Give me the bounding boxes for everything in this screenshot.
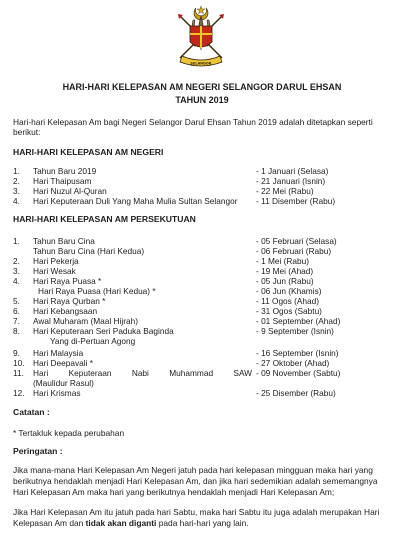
- holiday-name: Awal Muharam (Maal Hijrah): [33, 316, 138, 326]
- holiday-name: Hari Keputeraan Duli Yang Maha Mulia Sultan Selangor: [33, 196, 238, 206]
- item-number: 3.: [13, 186, 20, 196]
- holiday-name-line2: Yang di-Pertuan Agong: [50, 336, 136, 346]
- holiday-date: - 05 Jun (Rabu): [256, 276, 314, 286]
- holiday-name: Hari Pekerja: [33, 256, 79, 266]
- holiday-date: - 1 Januari (Selasa): [256, 166, 329, 176]
- holiday-date: - 09 November (Sabtu): [256, 368, 341, 378]
- item-number: 6.: [13, 306, 20, 316]
- item-number: 8.: [13, 326, 20, 336]
- intro-text-line1: Hari-hari Kelepasan Am bagi Negeri Selangor Darul Ehsan Tahun 2019 adalah ditetapkan seperti: [13, 117, 373, 127]
- item-number: 1.: [13, 166, 20, 176]
- paragraph2-text-a: Kelepasan Am dan: [13, 518, 84, 528]
- holiday-name: Tahun Baru Cina (Hari Kedua): [33, 246, 145, 256]
- intro-text-line2: berikut:: [13, 127, 41, 137]
- holiday-date: - 06 Februari (Rabu): [256, 246, 332, 256]
- state-holidays-heading: HARI-HARI KELEPASAN AM NEGERI: [13, 147, 164, 157]
- item-number: 4.: [13, 276, 20, 286]
- item-number: 1.: [13, 236, 20, 246]
- item-number: 5.: [13, 296, 20, 306]
- holiday-date: - 11 Disember (Rabu): [256, 196, 336, 206]
- crest-icon: [166, 2, 236, 72]
- catatan-heading: Catatan :: [13, 407, 50, 417]
- holiday-name: Hari Thaipusam: [33, 176, 92, 186]
- holiday-date: - 01 September (Ahad): [256, 316, 341, 326]
- page-title: HARI-HARI KELEPASAN AM NEGERI SELANGOR DARUL EHSAN: [62, 82, 342, 92]
- item-number: 9.: [13, 348, 20, 358]
- paragraph2-text-c: pada hari-hari yang lain.: [158, 518, 249, 528]
- holiday-name-line2: (Maulidur Rasul): [33, 378, 94, 388]
- holiday-name: Hari Raya Puasa *: [33, 276, 102, 286]
- item-number: 10.: [13, 358, 25, 368]
- holiday-name: Tahun Baru Cina: [33, 236, 95, 246]
- crest-scroll-text: SELANGOR: [190, 61, 212, 66]
- holiday-name: Hari Krismas: [33, 388, 81, 398]
- peringatan-paragraph2-line2: [13, 518, 249, 528]
- item-number: 2.: [13, 256, 20, 266]
- holiday-date: - 31 Ogos (Sabtu): [256, 306, 322, 316]
- holiday-name: Hari Keputeraan Nabi Muhammad SAW: [33, 368, 252, 378]
- holiday-name: Tahun Baru 2019: [33, 166, 97, 176]
- holiday-name: Hari Raya Qurban *: [33, 296, 106, 306]
- catatan-text: * Tertakluk kepada perubahan: [13, 428, 125, 438]
- holiday-date: - 19 Mei (Ahad): [256, 266, 314, 276]
- holiday-name: Hari Raya Puasa (Hari Kedua) *: [38, 286, 156, 296]
- holiday-name: Hari Keputeraan Seri Paduka Baginda: [33, 326, 174, 336]
- item-number: 7.: [13, 316, 20, 326]
- peringatan-paragraph1-line2: berikutnya hendaklah menjadi Hari Kelepasan Am, dan jika hari sedemikian adalah sememangnya: [13, 476, 378, 486]
- holiday-date: - 25 Disember (Rabu): [256, 388, 336, 398]
- holiday-name: Hari Deepavali *: [33, 358, 93, 368]
- peringatan-paragraph1-line3: Hari Kelepasan Am maka hari yang berikutnya hendaklah menjadi Hari Kelepasan Am;: [13, 487, 335, 497]
- holiday-date: - 22 Mei (Rabu): [256, 186, 314, 196]
- holiday-date: - 9 September (Isnin): [256, 326, 334, 336]
- holiday-name: Hari Kebangsaan: [33, 306, 98, 316]
- page-subtitle-year: TAHUN 2019: [175, 95, 229, 105]
- holiday-name: Hari Wesak: [33, 266, 76, 276]
- holiday-date: - 06 Jun (Khamis): [256, 286, 322, 296]
- holiday-date: - 05 Februari (Selasa): [256, 236, 337, 246]
- holiday-date: - 11 Ogos (Ahad): [256, 296, 320, 306]
- item-number: 4.: [13, 196, 20, 206]
- selangor-crest-logo: [166, 2, 236, 72]
- item-number: 2.: [13, 176, 20, 186]
- peringatan-paragraph1-line1: Jika mana-mana Hari Kelepasan Am Negeri jatuh pada hari kelepasan mingguan maka hari yang: [13, 465, 373, 475]
- holiday-name: Hari Malaysia: [33, 348, 84, 358]
- holiday-date: - 21 Januari (Isnin): [256, 176, 326, 186]
- paragraph2-text-bold: tidak akan diganti: [85, 518, 157, 528]
- item-number: 11.: [13, 368, 24, 378]
- peringatan-paragraph2-line1: Jika Hari Kelepasan Am itu jatuh pada hari Sabtu, maka hari Sabtu itu juga adalah merupakan Hari: [13, 507, 380, 517]
- holiday-name: Hari Nuzul Al-Quran: [33, 186, 107, 196]
- item-number: 3.: [13, 266, 20, 276]
- federal-holidays-heading: HARI-HARI KELEPASAN AM PERSEKUTUAN: [13, 214, 196, 224]
- holiday-date: - 27 Oktober (Ahad): [256, 358, 330, 368]
- holiday-date: - 16 September (Isnin): [256, 348, 339, 358]
- holiday-date: - 1 Mei (Rabu): [256, 256, 310, 266]
- item-number: 12.: [13, 388, 25, 398]
- peringatan-heading: Peringatan :: [13, 446, 63, 456]
